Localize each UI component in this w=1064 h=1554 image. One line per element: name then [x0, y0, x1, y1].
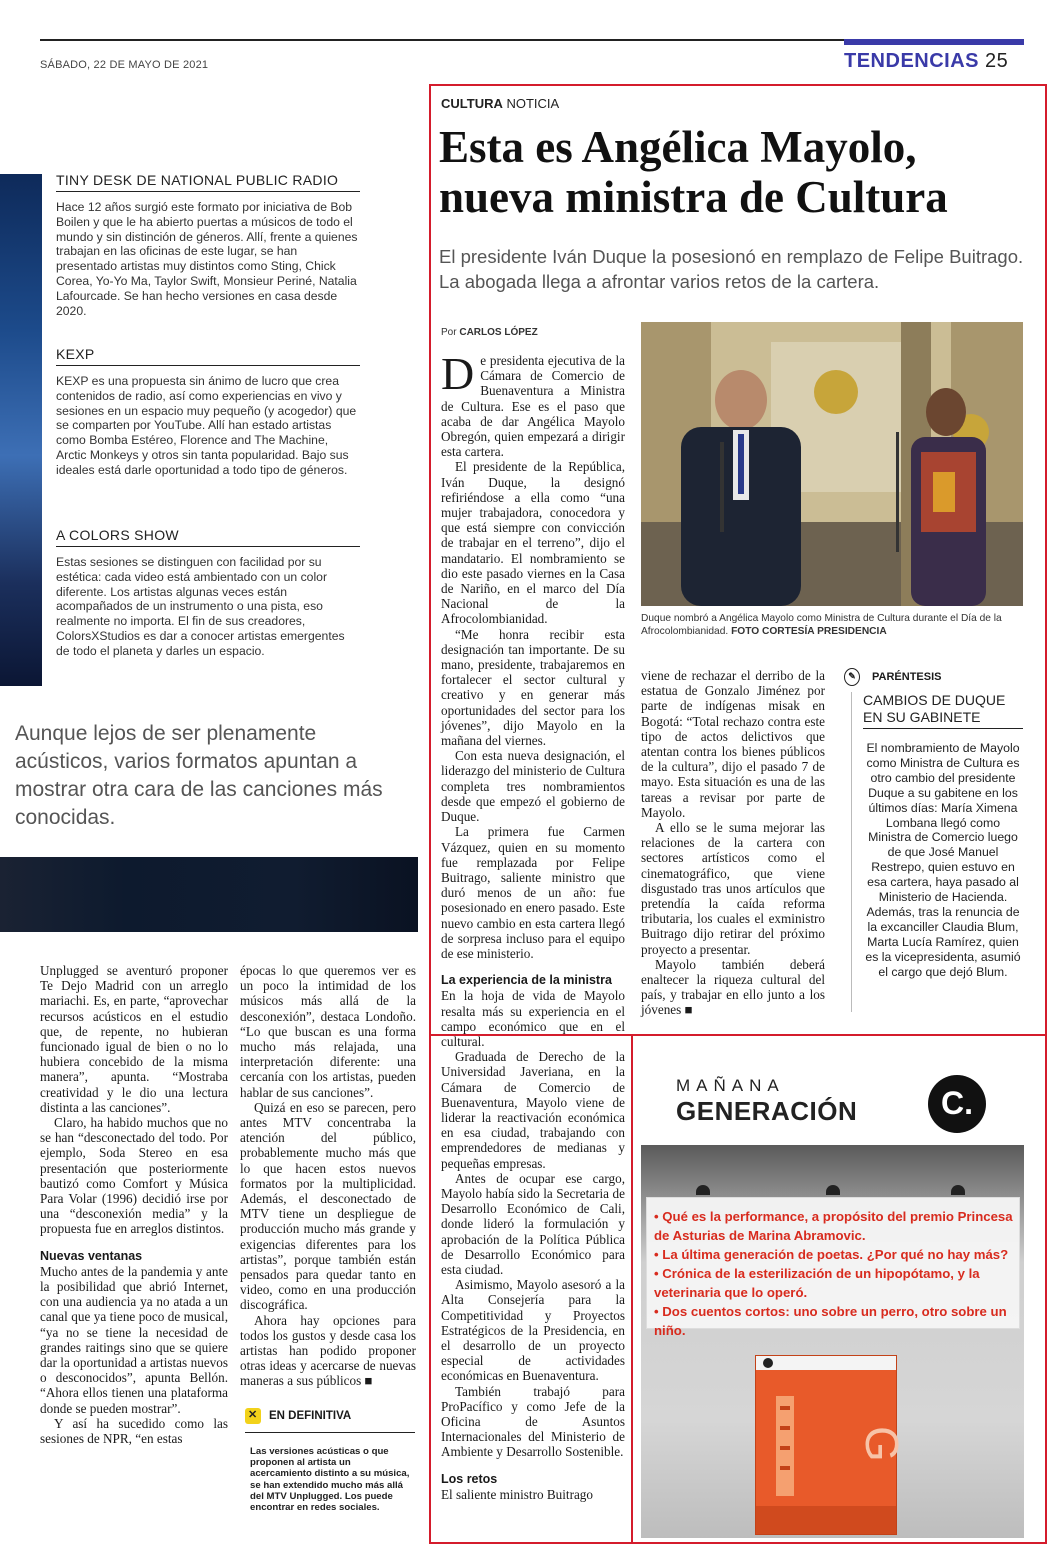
close-icon	[245, 1408, 261, 1424]
ad-item-list	[654, 1207, 1014, 1340]
byline-author: CARLOS LÓPEZ	[459, 327, 538, 338]
paragraph: La primera fue Carmen Vázquez, quien en su momento fue remplazada por Felipe Buitrago, saliente ministro que duró menos de un año: fue posesionado en enero pasado. Este nuevo cambio en esta cartera llegó de sorpresa incluso para el equipo de ese ministerio.	[441, 824, 625, 961]
en-definitiva-title: EN DEFINITIVA	[269, 1410, 352, 1423]
paragraph: El saliente ministro Buitrago	[441, 1486, 593, 1502]
lamp-icon	[696, 1185, 710, 1195]
concert-photo-bottom	[0, 857, 418, 932]
en-definitiva-header	[245, 1408, 415, 1424]
paragraph: Claro, ha habido muchos que no se han “desconectado del todo. Por ejemplo, Soda Stereo en esa presentación que posteriormente bautizó como Comfort y Música Para Volar (1996) decidió irse por una “desconexión media” y la propuesta fue en arreglos distintos.	[40, 1115, 228, 1237]
ad-item: • La última generación de poetas. ¿Por qué no hay más?	[654, 1247, 1009, 1262]
svg-text:G: G	[856, 1426, 908, 1462]
section-bar	[844, 39, 1024, 45]
paragraph: épocas lo que queremos ver es un poco la intimidad de los músicos más allá de la desconexión”, destaca Londoño. “Lo que buscan es una forma mucho más relajada, una interpretación diferente: una cercanía con los artistas, pueden hablar de sus canciones”.	[240, 963, 416, 1100]
photo-credit: FOTO CORTESÍA PRESIDENCIA	[731, 626, 887, 637]
paragraph: Quizá en eso se parecen, pero antes MTV concentraba la atención del público, probablemente mucho más que lo que hacen estos nuevos formatos por la multiplicidad. Además, el desconectado de MTV tiene un despliegue de producción mucho más grande y exigencias diferentes para los artistas”, porque también están pensados para quedar tanto en video, como en una producción discográfica.	[240, 1099, 416, 1313]
paragraph: Antes de ocupar ese cargo, Mayolo había sido la Secretaria de Desarrollo Económico de Cali, donde lideró la formulación y aprobación de la Política Pública de Desarrollo Económico para esta ciudad.	[441, 1170, 625, 1277]
drop-cap: D	[441, 348, 475, 399]
subheading: Nuevas ventanas	[40, 1248, 143, 1263]
parentesis-label: PARÉNTESIS	[872, 670, 942, 683]
section-title	[844, 50, 1008, 73]
magazine-cover	[755, 1355, 908, 1535]
sidebar-box-text: Hace 12 años surgió este formato por iniciativa de Bob Boilen y que le ha abierto puertas a músicos de todo el mundo y sin distinción de géneros. Allí, frente a quienes trabajan en las oficinas de este lugar, se han presentado artistas muy distintos como Sting, Chick Corea, Yo-Yo Ma, Taylor Swift, Monsieur Periné, Natalia Lafourcade. Se han hecho versiones en casa desde 2020.	[56, 200, 358, 318]
sidebar-box-title: TINY DESK DE NATIONAL PUBLIC RADIO	[56, 172, 360, 192]
subheading: La experiencia de la ministra	[441, 973, 612, 988]
paragraph: “Me honra recibir esta designación tan importante. De su mano, presidente, trabajaremos en fortalecer el sector cultural y creativo y en generar más oportunidades del sector para los jóvenes”, dijo Mayolo en la mañana del viernes.	[441, 626, 625, 749]
divider	[245, 1432, 415, 1433]
article-photo	[641, 322, 1023, 606]
byline	[441, 327, 538, 338]
caption-text: Duque nombró a Angélica Mayolo como Ministra de Cultura durante el Día de la Afrocolombianidad.	[641, 613, 1002, 637]
parentesis-title: CAMBIOS DE DUQUE EN SU GABINETE	[863, 692, 1006, 725]
paragraph: A ello se le suma mejorar las relaciones de la cartera con sectores artísticos como el cinematográfico, que viene disgustado tras unos artículos que pretendía la caída reforma tributaria, los cuales el exministro Buitrago dijo retirar del próximo proyecto a presentar.	[641, 820, 825, 957]
concert-photo-fragment	[0, 174, 42, 686]
ad-label-main: GENERACIÓN	[676, 1096, 858, 1126]
paragraph: Mayolo también deberá enaltecer la riqueza cultural del país, y trabajar en ello junto a los jóvenes ■	[641, 956, 825, 1018]
article-kicker	[441, 96, 559, 111]
pen-icon: ✎	[844, 668, 860, 686]
magazine-cover-art	[756, 1356, 908, 1534]
sidebar-box-title: KEXP	[56, 346, 360, 366]
paragraph: Graduada de Derecho de la Universidad Javeriana, en la Cámara de Comercio de Buenaventura, Mayolo viene de liderar la reactivación económica en esa ciudad, trabajando con emprendedores de medianas y pequeñas empresas.	[441, 1049, 625, 1171]
page-number: 25	[985, 50, 1009, 72]
paragraph: En la hoja de vida de Mayolo resalta más su experiencia en el campo económico que en el cultural.	[441, 988, 625, 1049]
en-definitiva-text: Las versiones acústicas o que proponen al artista un acercamiento distinto a su música, se han extendido mucho más allá del MTV Unplugged. Los puede encontrar en redes sociales.	[250, 1446, 410, 1514]
paragraph: Unplugged se aventuró proponer Te Dejo Madrid con un arreglo mariachi. Es, en parte, “aprovechar recursos acústicos en el estudio que, de repente, no hubieran funcionado igual de bien o no lo hubiera concebido de la misma manera”, apunta. “Mostraba creatividad y le dio una lectura distinta a las canciones”.	[40, 963, 228, 1115]
paragraph: Mucho antes de la pandemia y ante la posibilidad que abrió Internet, con una audiencia ya no atada a un canal que ya tiene poco de musical, “ya no se tiene la necesidad de grandes raitings sino que se quiere dar la oportunidad a artistas nuevos o desconocidos”, apunta Bellón. “Ahora ellos tienen una plataforma donde se pueden mostrar”.	[40, 1263, 228, 1416]
sidebar-box-text: KEXP es una propuesta sin ánimo de lucro que crea contenidos de radio, así como experiencias en vivo y sesiones en un espacio muy pequeño (y acogedor) que se comparten por YouTube. Allí han estado artistas como Bomba Estéreo, Florence and The Machine, Arctic Monkeys y otros sin tanta popularidad. Bajo sus ideales está darle oportunidad a todo tipo de géneros.	[56, 374, 357, 477]
paragraph: También trabajó para ProPacífico y como Jefe de la Oficina de Asuntos Internacionales del Ministerio de Ambiente y Desarrollo Sostenible.	[441, 1383, 625, 1460]
photo-caption	[641, 612, 1025, 638]
ad-label-top: MAÑANA	[676, 1076, 785, 1095]
paragraph: Asimismo, Mayolo asesoró a la Alta Consejería para la Competitividad y Proyectos Estratégicos de la Presidencia, en el desarrollo de un proyecto especial de actividades económicas en Buenaventura.	[441, 1277, 625, 1384]
sidebar-box-text: Estas sesiones se distinguen con facilidad por su estética: cada video está ambientado con un color diferente. Los artistas algunas veces están acompañados de un instrumento o una pista, eso realmente no importa. El fin de sus creadores, ColorsXStudios es dar a conocer artistas emergentes de todo el planeta y darles un espacio.	[56, 555, 345, 658]
lamp-icon	[951, 1185, 965, 1195]
ad-item: • Qué es la performance, a propósito del premio Princesa de Asturias de Marina Abramovic.	[654, 1209, 1013, 1243]
paragraph: Y así ha sucedido como las sesiones de NPR, “en estas	[40, 1415, 228, 1447]
article-column-1	[441, 348, 625, 1502]
sidebar-box-tiny-desk	[56, 172, 360, 318]
parentesis-header	[844, 668, 941, 686]
issue-date: SÁBADO, 22 DE MAYO DE 2021	[40, 59, 209, 71]
kicker-section: CULTURA	[441, 96, 503, 111]
divider	[863, 728, 1023, 729]
section-name: TENDENCIAS	[844, 50, 980, 72]
body-column-2	[240, 963, 416, 1389]
paragraph: Ahora hay opciones para todos los gustos y desde casa los artistas han podido proponer otras ideas y acercarse de nuevas maneras a sus públicos ■	[240, 1312, 416, 1389]
sidebar-box-kexp	[56, 346, 360, 478]
lead-paragraph	[441, 348, 625, 460]
paragraph: El presidente de la República, Iván Duque, la designó refiriéndose a ella como “una mujer trabajadora, conocedora y que está siempre con convicción de trabajar en el terreno”, dijo el mandatario. El nombramiento se dio este pasado viernes en la Casa de Nariño, en el marco del Día Nacional de la Afrocolombianidad.	[441, 459, 625, 627]
kicker-type: NOTICIA	[506, 96, 560, 111]
article-column-2	[641, 668, 825, 1018]
lamp-icon	[826, 1185, 840, 1195]
subheading: Los retos	[441, 1471, 498, 1486]
article-headline: Esta es Angélica Mayolo, nueva ministra de Cultura	[439, 122, 948, 222]
divider	[851, 692, 852, 1012]
pull-quote: Aunque lejos de ser plenamente acústicos, varios formatos apuntan a mostrar otra cara de las canciones más conocidas.	[15, 722, 383, 829]
paragraph: Con esta nueva designación, el liderazgo del ministerio de Cultura completa tres nombramientos desde que empezó el gobierno de Duque.	[441, 748, 625, 825]
sidebar-box-title: A COLORS SHOW	[56, 527, 360, 547]
ad-item: • Crónica de la esterilización de un hipopótamo, y la veterinaria que lo operó.	[654, 1266, 980, 1300]
parentesis-text: El nombramiento de Mayolo como Ministra de Cultura es otro cambio del presidente Duque a su gabitene en los últimos días: María Ximena Lombana llegó como Ministra de Comercio luego de que José Manuel Restrepo, quien estuvo en esa cartera, haya pasado al Ministerio de Hacienda. Además, tras la renuncia de la excanciller Claudia Blum, Marta Lucía Ramírez, quien es la vicepresidenta, asumió el cargo que dejó Blum.	[865, 741, 1021, 979]
paragraph: viene de rechazar el derribo de la estatua de Gonzalo Jiménez por parte de indígenas misak en Bogotá: “Total rechazo contra este tipo de actos delictivos que atentan contra los bienes públicos de la cultura”, dijo el pasado 7 de mayo. Esta situación es una de las tareas a revisar por parte de Mayolo.	[641, 668, 825, 820]
ad-logo: C.	[928, 1075, 986, 1133]
article-deck: El presidente Iván Duque la posesionó en remplazo de Felipe Buitrago. La abogada llega a afrontar varios retos de la cartera.	[439, 246, 1024, 292]
ad-item: • Dos cuentos cortos: uno sobre un perro, otro sobre un niño.	[654, 1304, 1007, 1338]
body-column-1	[40, 963, 228, 1446]
duque-mayolo-photo	[641, 322, 1023, 606]
byline-prefix: Por	[441, 327, 457, 338]
sidebar-box-colors	[56, 527, 360, 659]
lead-text: e presidenta ejecutiva de la Cámara de Comercio de Buenaventura a Ministra de Cultura. Ese es el paso que acaba de dar Angélica Mayolo Obregón, quien empezará a dirigir esta cartera.	[441, 353, 625, 460]
